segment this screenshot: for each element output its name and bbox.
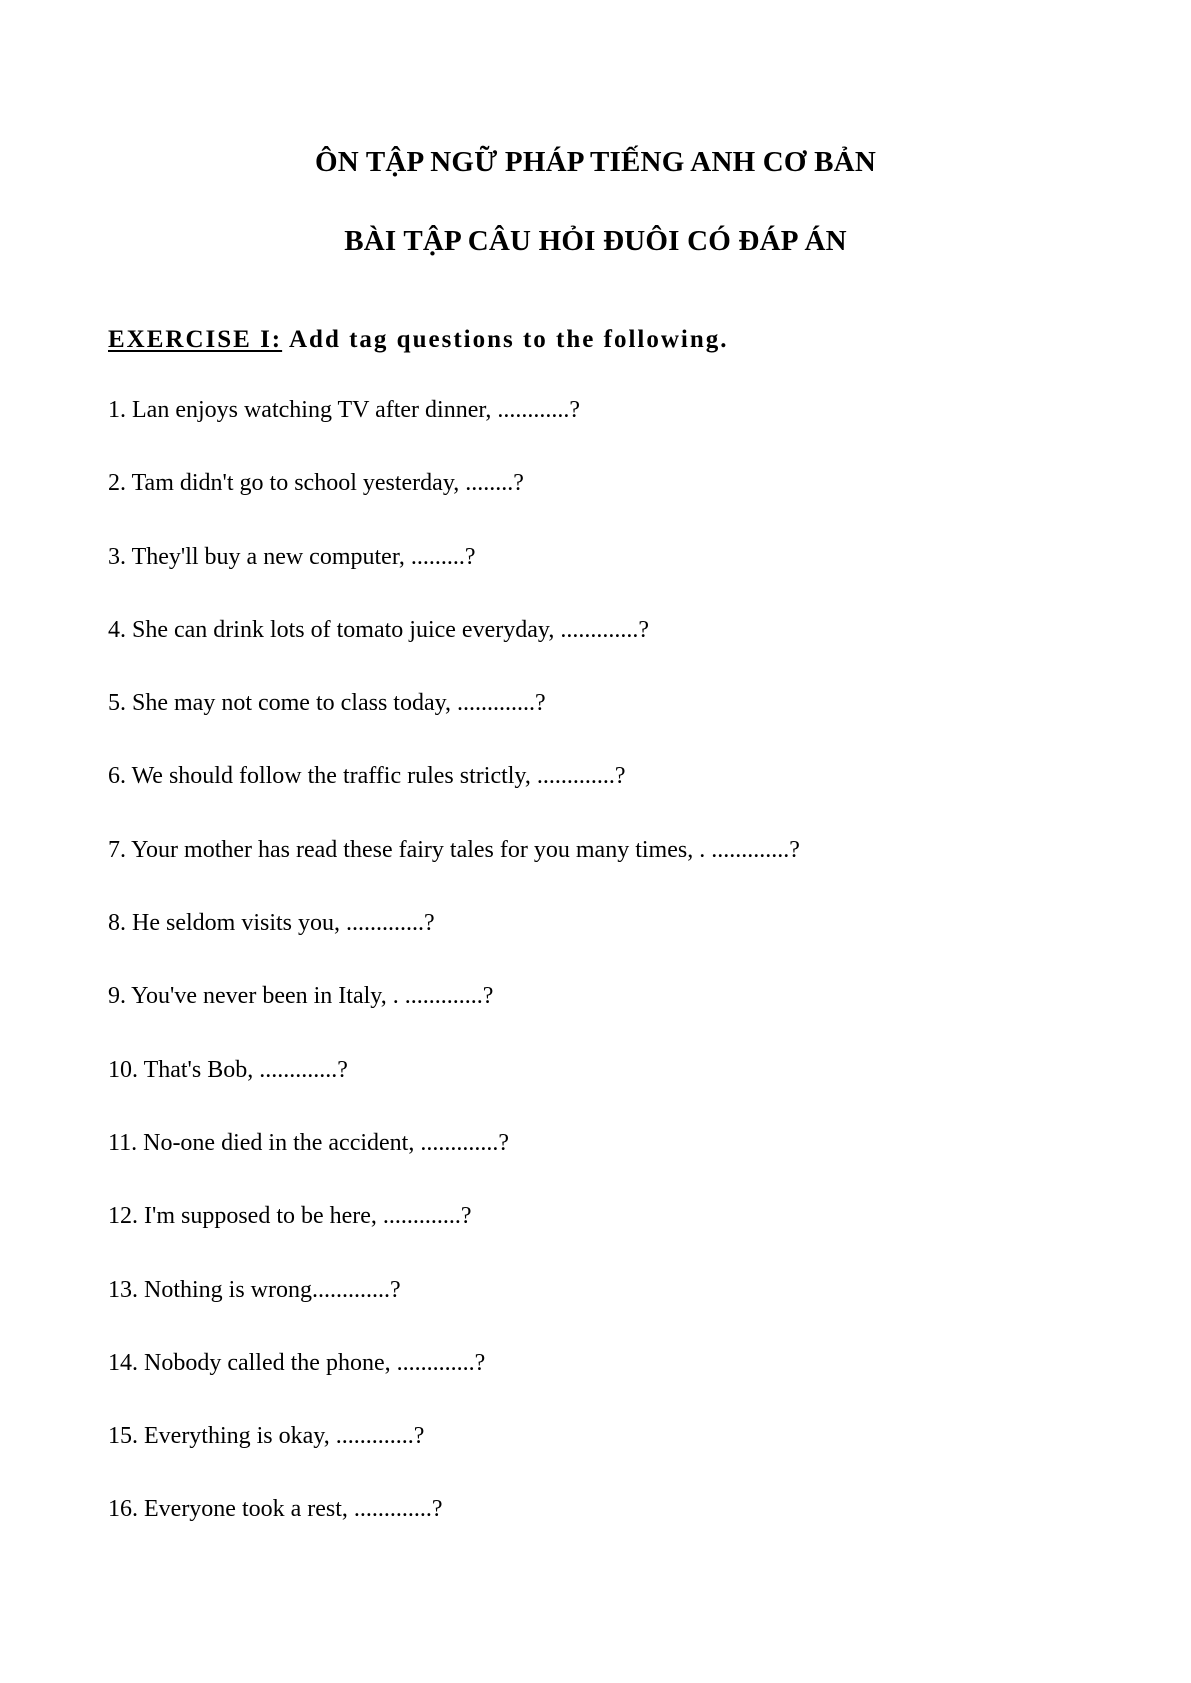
question-item: 12. I'm supposed to be here, .............? — [108, 1203, 472, 1230]
question-item: 11. No-one died in the accident, .............? — [108, 1129, 509, 1156]
question-item: 16. Everyone took a rest, .............? — [108, 1496, 443, 1523]
document-subtitle: BÀI TẬP CÂU HỎI ĐUÔI CÓ ĐÁP ÁN — [344, 225, 847, 257]
question-item: 9. You've never been in Italy, . .............? — [108, 983, 494, 1010]
question-item: 8. He seldom visits you, .............? — [108, 910, 435, 937]
question-item: 3. They'll buy a new computer, .........? — [108, 543, 476, 570]
question-item: 2. Tam didn't go to school yesterday, ........? — [108, 470, 524, 497]
question-item: 1. Lan enjoys watching TV after dinner, ............? — [108, 397, 581, 423]
exercise-label: EXERCISE I: — [108, 326, 283, 353]
question-list — [108, 396, 1108, 1569]
question-item: 15. Everything is okay, .............? — [108, 1423, 425, 1450]
question-item: 7. Your mother has read these fairy tales for you many times, . .............? — [108, 836, 800, 863]
question-item: 5. She may not come to class today, .............? — [108, 690, 546, 717]
exercise-heading — [108, 326, 729, 354]
question-item: 13. Nothing is wrong.............? — [108, 1276, 401, 1303]
question-item: 6. We should follow the traffic rules strictly, .............? — [108, 763, 626, 790]
document-title: ÔN TẬP NGỮ PHÁP TIẾNG ANH CƠ BẢN — [315, 146, 876, 178]
question-item: 14. Nobody called the phone, .............? — [108, 1349, 486, 1376]
question-item: 4. She can drink lots of tomato juice everyday, .............? — [108, 616, 649, 643]
question-item: 10. That's Bob, .............? — [108, 1056, 348, 1083]
exercise-instruction: Add tag questions to the following. — [282, 326, 729, 353]
